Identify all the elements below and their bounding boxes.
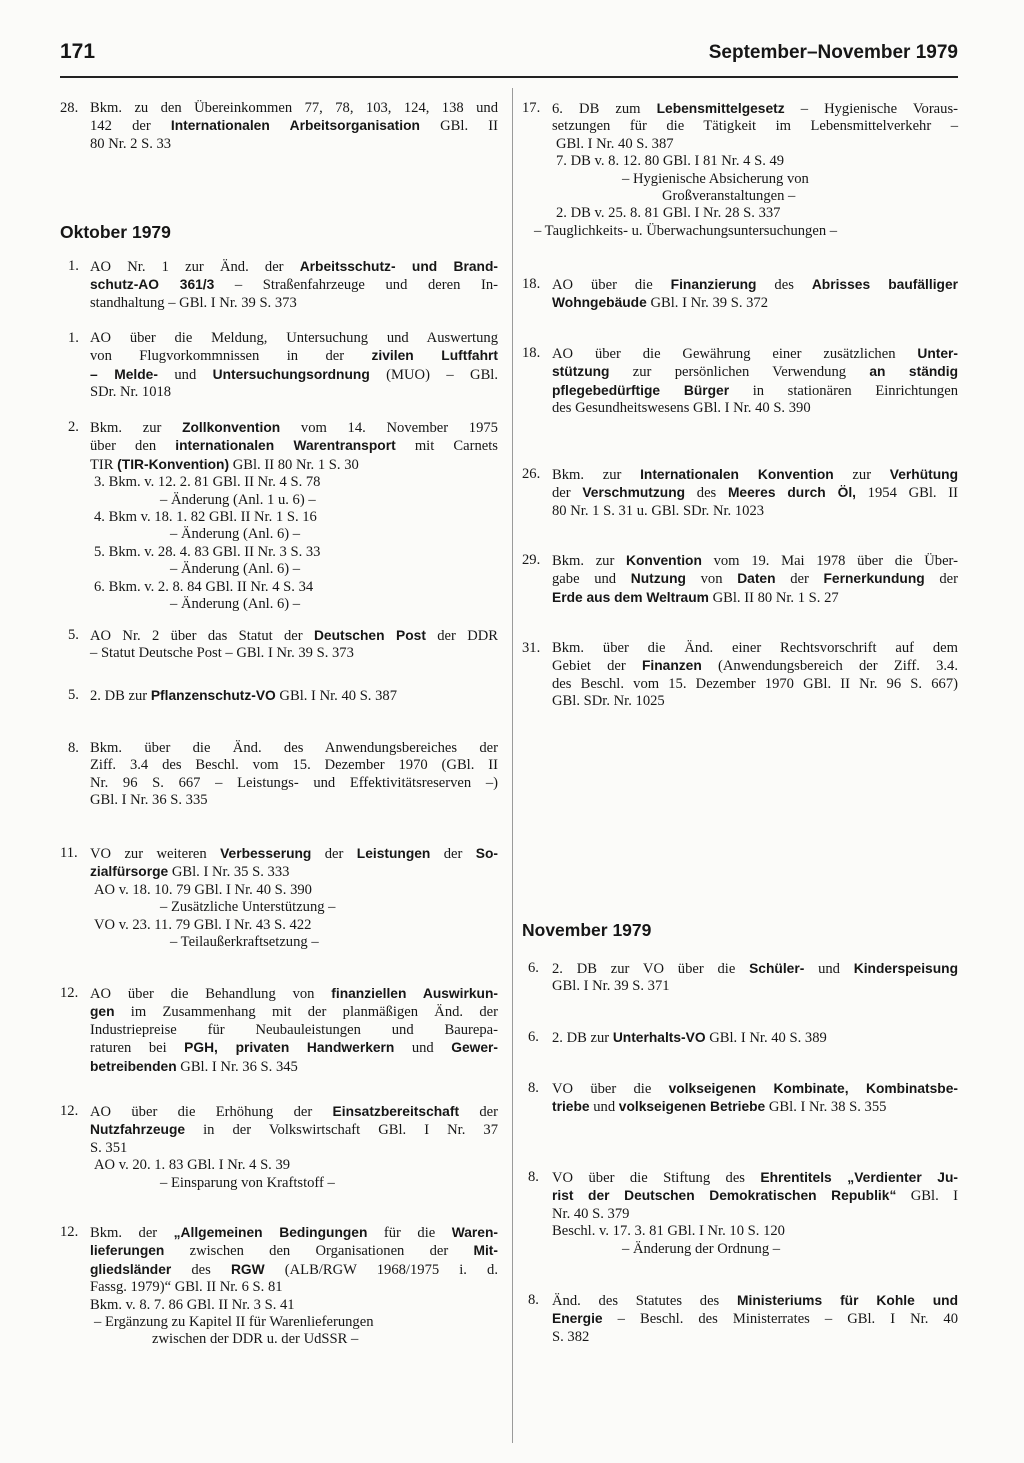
entry-day: 8. bbox=[68, 740, 79, 756]
entry-line: zwischen der DDR u. der UdSSR – bbox=[152, 1331, 359, 1348]
entry-line: gabe und Nutzung von Daten der Fernerkundung der bbox=[552, 571, 958, 588]
entry-line: – Ergänzung zu Kapitel II für Warenlieferungen bbox=[94, 1314, 374, 1331]
entry-line: S. 351 bbox=[90, 1139, 128, 1156]
entry-day: 8. bbox=[528, 1169, 539, 1185]
entry-18-okt-a bbox=[522, 276, 958, 313]
entry-28-sep bbox=[60, 100, 498, 153]
entry-line: 7. DB v. 8. 12. 80 GBl. I 81 Nr. 4 S. 49 bbox=[556, 153, 785, 170]
entry-line: setzungen für die Tätigkeit im Lebensmittelverkehr – bbox=[552, 118, 958, 135]
entry-line: 2. DB zur Pflanzenschutz-VO GBl. I Nr. 40 S. 387 bbox=[90, 688, 397, 704]
entry-6-nov-a bbox=[528, 960, 958, 996]
entry-line: VO über die Stiftung des Ehrentitels „Verdienter Ju- bbox=[552, 1170, 958, 1186]
entry-12-okt-a bbox=[60, 985, 498, 1076]
entry-line: zialfürsorge GBl. I Nr. 35 S. 333 bbox=[90, 864, 290, 881]
entry-line: VO über die volkseigenen Kombinate, Kombinatsbe- bbox=[552, 1081, 958, 1097]
entry-8-nov-b bbox=[528, 1169, 958, 1258]
entry-line: 80 Nr. 1 S. 31 u. GBl. SDr. Nr. 1023 bbox=[552, 502, 765, 519]
entry-line: Gebiet der Finanzen (Anwendungsbereich der Ziff. 3.4. bbox=[552, 658, 958, 675]
entry-line: Wohngebäude GBl. I Nr. 39 S. 372 bbox=[552, 295, 769, 312]
entry-line: Großveranstaltungen – bbox=[662, 188, 796, 205]
entry-line: 142 der Internationalen Arbeitsorganisation GBl. II bbox=[90, 118, 498, 135]
entry-line: des Beschl. vom 15. Dezember 1970 GBl. II Nr. 96 S. 667) bbox=[552, 675, 958, 692]
entry-line: 3. Bkm. v. 12. 2. 81 GBl. II Nr. 4 S. 78 bbox=[94, 474, 321, 491]
entry-line: 2. DB v. 25. 8. 81 GBl. I Nr. 28 S. 337 bbox=[556, 205, 781, 222]
entry-line: gen im Zusammenhang mit der planmäßigen Änd. der bbox=[90, 1004, 498, 1021]
entry-day: 1. bbox=[68, 258, 79, 274]
entry-day: 11. bbox=[60, 845, 78, 861]
entry-line: – Änderung (Anl. 6) – bbox=[170, 596, 301, 613]
entry-day: 17. bbox=[522, 100, 541, 116]
entry-line: Nr. 40 S. 379 bbox=[552, 1205, 630, 1222]
entry-line: Energie – Beschl. des Ministerrates – GBl. I Nr. 40 bbox=[552, 1311, 958, 1328]
entry-day: 18. bbox=[522, 276, 541, 292]
entry-day: 18. bbox=[522, 345, 541, 361]
entry-line: Bkm. über die Änd. einer Rechtsvorschrift auf dem bbox=[552, 640, 958, 656]
entry-line: – Hygienische Absicherung von bbox=[622, 170, 809, 187]
entry-line: lieferungen zwischen den Organisationen der Mit- bbox=[90, 1243, 498, 1260]
entry-day: 12. bbox=[60, 985, 79, 1001]
entry-line: standhaltung – GBl. I Nr. 39 S. 373 bbox=[90, 294, 297, 311]
entry-line: – Statut Deutsche Post – GBl. I Nr. 39 S. 373 bbox=[90, 645, 354, 662]
entry-line: des Gesundheitswesens GBl. I Nr. 40 S. 390 bbox=[552, 400, 811, 417]
entry-day: 29. bbox=[522, 552, 541, 568]
entry-line: Industriepreise für Neubauleistungen und Baurepa- bbox=[90, 1021, 498, 1038]
entry-line: Änd. des Statutes des Ministeriums für Kohle und bbox=[552, 1293, 958, 1309]
page-number: 171 bbox=[60, 40, 96, 63]
entry-line: – Zusätzliche Unterstützung – bbox=[160, 899, 336, 916]
entry-line: 80 Nr. 2 S. 33 bbox=[90, 135, 172, 152]
entry-line: AO Nr. 1 zur Änd. der Arbeitsschutz- und Brand- bbox=[90, 259, 498, 275]
entry-line: – Änderung (Anl. 6) – bbox=[170, 561, 301, 578]
entry-8-nov-a bbox=[528, 1080, 958, 1117]
entry-line: 6. Bkm. v. 2. 8. 84 GBl. II Nr. 4 S. 34 bbox=[94, 578, 314, 595]
entry-line: – Teilaußerkraftsetzung – bbox=[170, 934, 319, 951]
entry-line: 6. DB zum Lebensmittelgesetz – Hygienische Voraus- bbox=[552, 101, 958, 117]
entry-line: – Änderung (Anl. 1 u. 6) – bbox=[160, 491, 316, 508]
entry-29-okt bbox=[522, 552, 958, 607]
entry-day: 26. bbox=[522, 466, 541, 482]
entry-11-okt bbox=[60, 845, 498, 951]
entry-day: 12. bbox=[60, 1103, 79, 1119]
entry-line: Bkm. zu den Übereinkommen 77, 78, 103, 124, 138 und bbox=[90, 100, 498, 116]
entry-line: gliedsländer des RGW (ALB/RGW 1968/1975 i. d. bbox=[90, 1261, 498, 1278]
entry-day: 31. bbox=[522, 640, 541, 656]
entry-line: Bkm. über die Änd. des Anwendungsbereiches der bbox=[90, 740, 498, 756]
entry-line: Bkm. der „Allgemeinen Bedingungen für die Waren- bbox=[90, 1225, 498, 1241]
entry-line: 2. DB zur VO über die Schüler- und Kinderspeisung bbox=[552, 961, 959, 977]
entry-line: GBl. SDr. Nr. 1025 bbox=[552, 693, 665, 710]
entry-line: schutz-AO 361/3 – Straßenfahrzeuge und deren In- bbox=[90, 277, 498, 294]
entry-line: AO über die Behandlung von finanziellen Auswirkun- bbox=[90, 986, 498, 1002]
entry-line: Nr. 96 S. 667 – Leistungs- und Effektivitätsreserven –) bbox=[90, 774, 498, 791]
entry-8-nov-c bbox=[528, 1292, 958, 1346]
section-heading-oktober: Oktober 1979 bbox=[60, 222, 171, 242]
entry-1-okt-b bbox=[68, 330, 498, 402]
entry-line: AO v. 20. 1. 83 GBl. I Nr. 4 S. 39 bbox=[94, 1157, 291, 1174]
entry-line: – Änderung der Ordnung – bbox=[622, 1240, 781, 1257]
entry-line: betreibenden GBl. I Nr. 36 S. 345 bbox=[90, 1058, 298, 1075]
entry-line: raturen bei PGH, privaten Handwerkern und Gewer- bbox=[90, 1040, 499, 1057]
entry-day: 5. bbox=[68, 687, 79, 703]
entry-line: AO über die Gewährung einer zusätzlichen Unter- bbox=[552, 346, 958, 362]
entry-line: 5. Bkm. v. 28. 4. 83 GBl. II Nr. 3 S. 33 bbox=[94, 543, 321, 560]
entry-line: Ziff. 3.4 des Beschl. vom 15. Dezember 1970 (GBl. II bbox=[90, 757, 498, 774]
entry-12-okt-b bbox=[60, 1103, 498, 1192]
entry-line: AO über die Erhöhung der Einsatzbereitschaft der bbox=[90, 1104, 498, 1120]
entry-line: GBl. I Nr. 36 S. 335 bbox=[90, 792, 208, 809]
entry-line: der Verschmutzung des Meeres durch Öl, 1954 GBl. II bbox=[552, 485, 958, 502]
entry-day: 8. bbox=[528, 1080, 539, 1096]
entry-day: 28. bbox=[60, 100, 79, 116]
section-heading-november: November 1979 bbox=[522, 920, 652, 940]
entry-line: – Einsparung von Kraftstoff – bbox=[160, 1174, 335, 1191]
column-divider bbox=[512, 88, 513, 1443]
entry-line: VO zur weiteren Verbesserung der Leistungen der So- bbox=[90, 846, 498, 862]
entry-line: AO über die Meldung, Untersuchung und Auswertung bbox=[90, 330, 498, 346]
entry-day: 12. bbox=[60, 1224, 79, 1240]
entry-line: AO über die Finanzierung des Abrisses baufälliger bbox=[552, 277, 958, 293]
entry-12-okt-c bbox=[60, 1224, 498, 1349]
entry-6-nov-b bbox=[528, 1029, 958, 1047]
entry-day: 8. bbox=[528, 1292, 539, 1308]
entry-line: triebe und volkseigenen Betriebe GBl. I Nr. 38 S. 355 bbox=[552, 1099, 887, 1116]
entry-line: GBl. I Nr. 39 S. 371 bbox=[552, 978, 670, 995]
entry-8-okt bbox=[68, 740, 498, 810]
entry-day: 1. bbox=[68, 330, 79, 346]
entry-line: VO v. 23. 11. 79 GBl. I Nr. 43 S. 422 bbox=[94, 916, 312, 933]
entry-line: stützung zur persönlichen Verwendung an ständig bbox=[552, 364, 958, 381]
entry-line: AO Nr. 2 über das Statut der Deutschen Post der DDR bbox=[90, 628, 499, 644]
entry-31-okt bbox=[522, 640, 958, 711]
entry-line: 2. DB zur Unterhalts-VO GBl. I Nr. 40 S. 389 bbox=[552, 1030, 827, 1046]
entry-line: GBl. I Nr. 40 S. 387 bbox=[556, 135, 674, 152]
entry-1-okt-a bbox=[68, 258, 498, 312]
entry-line: Bkm. zur Zollkonvention vom 14. November 1975 bbox=[90, 420, 498, 436]
entry-5-okt-a bbox=[68, 627, 498, 663]
entry-line: über den internationalen Warentransport mit Carnets bbox=[90, 438, 498, 455]
entry-26-okt bbox=[522, 466, 958, 520]
entry-line: Bkm. v. 8. 7. 86 GBl. II Nr. 3 S. 41 bbox=[90, 1296, 295, 1313]
entry-line: rist der Deutschen Demokratischen Republik“ GBl. I bbox=[552, 1188, 958, 1205]
entry-line: Erde aus dem Weltraum GBl. II 80 Nr. 1 S. 27 bbox=[552, 589, 839, 606]
entry-line: TIR (TIR-Konvention) GBl. II 80 Nr. 1 S. 30 bbox=[90, 456, 359, 473]
page-header bbox=[60, 36, 958, 78]
entry-line: pflegebedürftige Bürger in stationären Einrichtungen bbox=[552, 382, 958, 399]
entry-line: S. 382 bbox=[552, 1328, 590, 1345]
entry-line: SDr. Nr. 1018 bbox=[90, 384, 172, 401]
entry-line: Bkm. zur Internationalen Konvention zur Verhütung bbox=[552, 467, 958, 483]
entry-day: 6. bbox=[528, 1029, 539, 1045]
entry-line: – Melde- und Untersuchungsordnung (MUO) – GBl. bbox=[90, 366, 499, 383]
entry-day: 6. bbox=[528, 960, 539, 976]
entry-line: Nutzfahrzeuge in der Volkswirtschaft GBl. I Nr. 37 bbox=[90, 1122, 498, 1139]
entry-line: Fassg. 1979)“ GBl. II Nr. 6 S. 81 bbox=[90, 1279, 283, 1296]
entry-line: von Flugvorkommnissen in der zivilen Luftfahrt bbox=[90, 348, 498, 365]
header-title: September–November 1979 bbox=[708, 42, 958, 63]
entry-18-okt-b bbox=[522, 345, 958, 418]
entry-5-okt-b bbox=[68, 687, 498, 705]
entry-2-okt bbox=[68, 419, 498, 613]
entry-line: – Tauglichkeits- u. Überwachungsuntersuchungen – bbox=[534, 222, 838, 239]
entry-line: AO v. 18. 10. 79 GBl. I Nr. 40 S. 390 bbox=[94, 881, 312, 898]
entry-17-okt bbox=[522, 100, 958, 240]
entry-day: 5. bbox=[68, 627, 79, 643]
entry-line: Beschl. v. 17. 3. 81 GBl. I Nr. 10 S. 120 bbox=[552, 1223, 785, 1240]
entry-day: 2. bbox=[68, 419, 79, 435]
entry-line: Bkm. zur Konvention vom 19. Mai 1978 über die Über- bbox=[552, 553, 958, 569]
entry-line: 4. Bkm v. 18. 1. 82 GBl. II Nr. 1 S. 16 bbox=[94, 509, 317, 526]
entry-line: – Änderung (Anl. 6) – bbox=[170, 526, 301, 543]
